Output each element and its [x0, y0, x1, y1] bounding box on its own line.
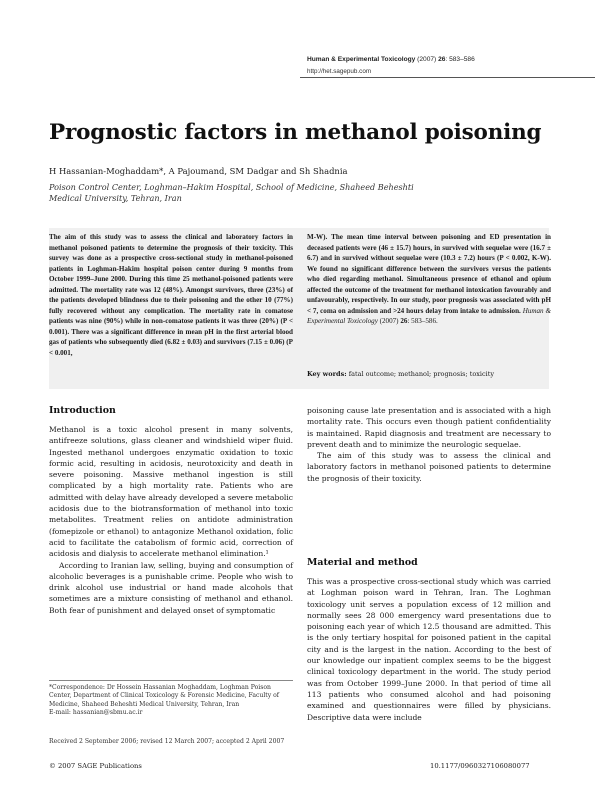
- authors: H Hassanian-Moghaddam*, A Pajoumand, SM Dadgar and Sh Shadnia: [49, 166, 348, 176]
- footnote-rule: [49, 680, 293, 681]
- methods-heading: Material and method: [307, 557, 418, 568]
- intro-paragraph-2: According to Iranian law, selling, buying and consumption of alcoholic beverages is a punishable crime. People who wish to drink alcohol use industrial or hand made alcohols that sometimes are a mixture consisting of methanol and ethanol. Both fear of punishment and delayed onset of symptomatic: [49, 560, 293, 615]
- keywords-text: fatal outcome; methanol; prognosis; toxicity: [346, 370, 495, 378]
- paper-title: Prognostic factors in methanol poisoning: [49, 120, 542, 145]
- intro-paragraph-1: Methanol is a toxic alcohol present in many solvents, antifreeze solutions, glass cleaner and windshield wiper fluid. Ingested methanol undergoes enzymatic oxidation to toxic formic acid, resulting in acidosis, neurotoxicity and death in severe poisoning. Massive methanol ingestion is still complicated by a high mortality rate. Patients who are admitted with delay have already developed a severe metabolic acidosis due to the biotransformation of methanol into toxic metabolites. Treatment relies on antidote administration (fomepizole or ethanol) to antagonize Methanol oxidation, folic acid to facilitate the catabolism of formic acid, correction of acidosis and dialysis to accelerate methanol elimination.¹: [49, 425, 293, 559]
- intro-heading: Introduction: [49, 405, 116, 416]
- journal-name: Human & Experimental Toxicology: [307, 56, 416, 63]
- intro-paragraph-3: poisoning cause late presentation and is associated with a high mortality rate. This occurs even though patient confidentiality is maintained. Rapid diagnosis and treatment are necessary to prevent death and to minimize the neurologic sequelae.: [307, 406, 551, 449]
- abstract-citation-volume: 26: [400, 317, 408, 326]
- header-rule: [300, 77, 595, 78]
- copyright: © 2007 SAGE Publications: [49, 762, 142, 770]
- methods-paragraph-1: This was a prospective cross-sectional study which was carried at Loghman poison ward in Tehran, Iran. The Loghman toxicology unit serves a population excess of 12 million and normally sees 28 000 emergency ward presentations due to poisoning each year of which 12.5 thousand are admitted. This is the only tertiary hospital for poisoned patient in the capital city and is the largest in the nation. According to the best of our knowledge our inpatient complex seems to be the biggest clinical toxicology department in the world. The study period was from October 1999–June 2000. In that period of time all 113 patients who consumed alcohol and had poisoning examined and questionnaires were filled by physicians. Descriptive data were include: [307, 577, 551, 722]
- intro-left-column: [49, 424, 293, 616]
- journal-url[interactable]: http://het.sagepub.com: [307, 68, 372, 75]
- abstract-citation-year: (2007): [377, 317, 401, 326]
- journal-year: (2007): [415, 56, 439, 63]
- received-dates: Received 2 September 2006; revised 12 March 2007; accepted 2 April 2007: [49, 738, 285, 745]
- journal-volume: 26: [438, 56, 446, 63]
- journal-pages: : 583–586: [445, 56, 475, 63]
- abstract-citation-journal: Human & Experimental Toxicology: [307, 306, 551, 326]
- affiliation: Poison Control Center, Loghman–Hakim Hospital, School of Medicine, Shaheed Beheshti Medical University, Tehran, Iran: [49, 182, 414, 203]
- abstract-left: The aim of this study was to assess the clinical and laboratory factors in methanol poisoned patients to determine the prognosis of their toxicity. This survey was done as a prospective cross-sectional study in methanol-poisoned patients in Loghman-Hakim hospital poison center during 9 months from October 1999–June 2000. During this time 25 methanol-poisoned patients were admitted. The mortality rate was 12 (48%). Amongst survivors, three (23%) of the patients developed blindness due to their poisoning and the other 10 (77%) fully recovered without any complication. The mortality rate in comatose patients was nine (90%) while in non-comatose patients it was three (20%) (P < 0.001). There was a significant difference in mean pH in the first arterial blood gas of patients who subsequently died (6.82 ± 0.03) and survivors (7.15 ± 0.06) (P < 0.001,: [49, 233, 293, 358]
- keywords-label: Key words:: [307, 370, 347, 378]
- intro-paragraph-4: The aim of this study was to assess the clinical and laboratory factors in methanol poisoned patients to determine the prognosis of their toxicity.: [307, 451, 551, 483]
- keywords: [307, 370, 494, 378]
- abstract-right: [307, 232, 551, 327]
- abstract-citation-pages: : 583–586.: [407, 317, 438, 326]
- methods-column: [307, 576, 551, 723]
- intro-right-column: [307, 405, 551, 484]
- doi[interactable]: 10.1177/0960327106080077: [430, 762, 530, 770]
- correspondence-footnote: [49, 684, 293, 717]
- journal-header: [307, 56, 475, 63]
- abstract-right-text: M-W). The mean time interval between poisoning and ED presentation in deceased patients were (46 ± 15.7) hours, in survived with sequelae were (16.7 ± 6.7) and in survived without sequelae were (10.3 ± 7.2) hours (P < 0.002, K-W). We found no significant difference between the survivors versus the patients who died regarding methanol. Simultaneous presence of ethanol and opium affected the outcome of the treatment for methanol intoxication favourably and unfavourably, respectively. In our study, poor prognosis was associated with pH < 7, coma on admission and >24 hours delay from intake to admission.: [307, 233, 551, 315]
- correspondence-email[interactable]: E-mail: hassanian@sbmu.ac.ir: [49, 708, 143, 716]
- correspondence-text: *Correspondence: Dr Hossein Hassanian Moghaddam, Loghman Poison Center, Department of Clinical Toxicology & Forensic Medicine, Faculty of Medicine, Shaheed Beheshti Medical University, Tehran, Iran: [49, 684, 280, 708]
